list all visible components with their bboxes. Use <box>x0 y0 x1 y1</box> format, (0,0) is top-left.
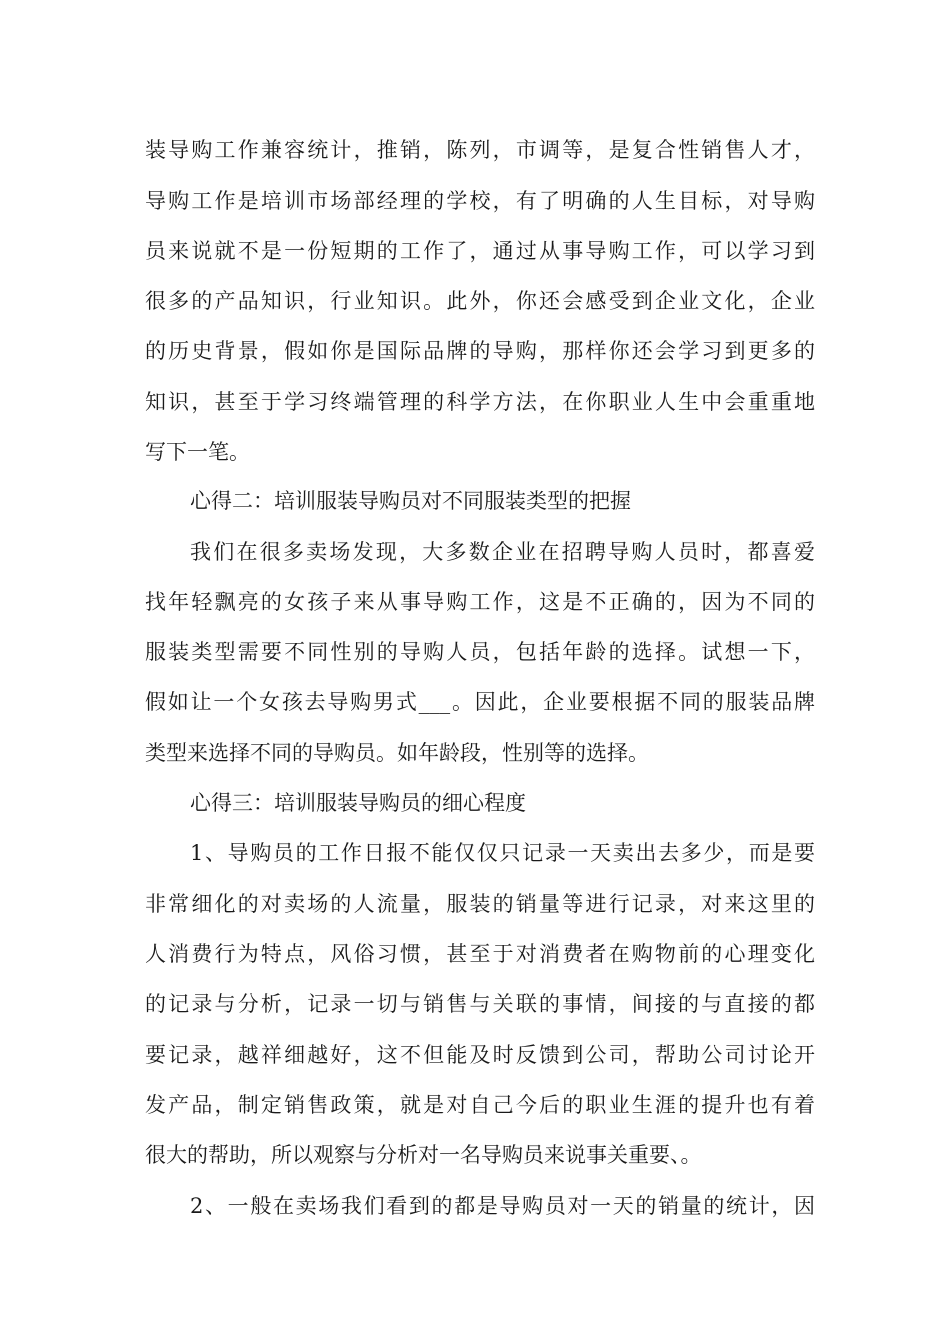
section-heading: 心得三：培训服装导购员的细心程度 <box>190 791 526 815</box>
body-text-line: 的历史背景，假如你是国际品牌的导购，那样你还会学习到更多的 <box>145 339 815 363</box>
body-text-line: 类型来选择不同的导购员。如年龄段，性别等的选择。 <box>145 741 649 765</box>
body-text-line: 写下一笔。 <box>145 440 250 464</box>
body-text-line: 我们在很多卖场发现，大多数企业在招聘导购人员时，都喜爱 <box>190 540 815 564</box>
section-heading: 心得二：培训服装导购员对不同服装类型的把握 <box>190 489 631 513</box>
body-text-line: 很多的产品知识，行业知识。此外，你还会感受到企业文化，企业 <box>145 289 815 313</box>
body-text-line: 员来说就不是一份短期的工作了，通过从事导购工作，可以学习到 <box>145 239 815 263</box>
body-text-line: 假如让一个女孩去导购男式___。因此，企业要根据不同的服装品牌 <box>145 690 815 714</box>
body-text-line: 知识，甚至于学习终端管理的科学方法，在你职业人生中会重重地 <box>145 390 815 414</box>
body-text-line: 发产品，制定销售政策，就是对自己今后的职业生涯的提升也有着 <box>145 1093 815 1117</box>
body-text-line: 1、导购员的工作日报不能仅仅只记录一天卖出去多少，而是要 <box>190 841 815 865</box>
body-text-line: 装导购工作兼容统计，推销，陈列，市调等，是复合性销售人才， <box>145 138 815 162</box>
body-text-line: 很大的帮助，所以观察与分析对一名导购员来说事关重要、。 <box>145 1143 702 1167</box>
body-text-line: 找年轻飘亮的女孩子来从事导购工作，这是不正确的，因为不同的 <box>145 590 815 614</box>
body-text-line: 服装类型需要不同性别的导购人员，包括年龄的选择。试想一下， <box>145 640 815 664</box>
body-text-line: 导购工作是培训市场部经理的学校，有了明确的人生目标，对导购 <box>145 189 815 213</box>
body-text-line: 要记录，越祥细越好，这不但能及时反馈到公司，帮助公司讨论开 <box>145 1043 815 1067</box>
body-text-line: 2、一般在卖场我们看到的都是导购员对一天的销量的统计，因 <box>190 1194 815 1218</box>
body-text-line: 的记录与分析，记录一切与销售与关联的事情，间接的与直接的都 <box>145 992 815 1016</box>
body-text-line: 人消费行为特点，风俗习惯，甚至于对消费者在购物前的心理变化 <box>145 942 815 966</box>
body-text-line: 非常细化的对卖场的人流量，服装的销量等进行记录，对来这里的 <box>145 892 815 916</box>
